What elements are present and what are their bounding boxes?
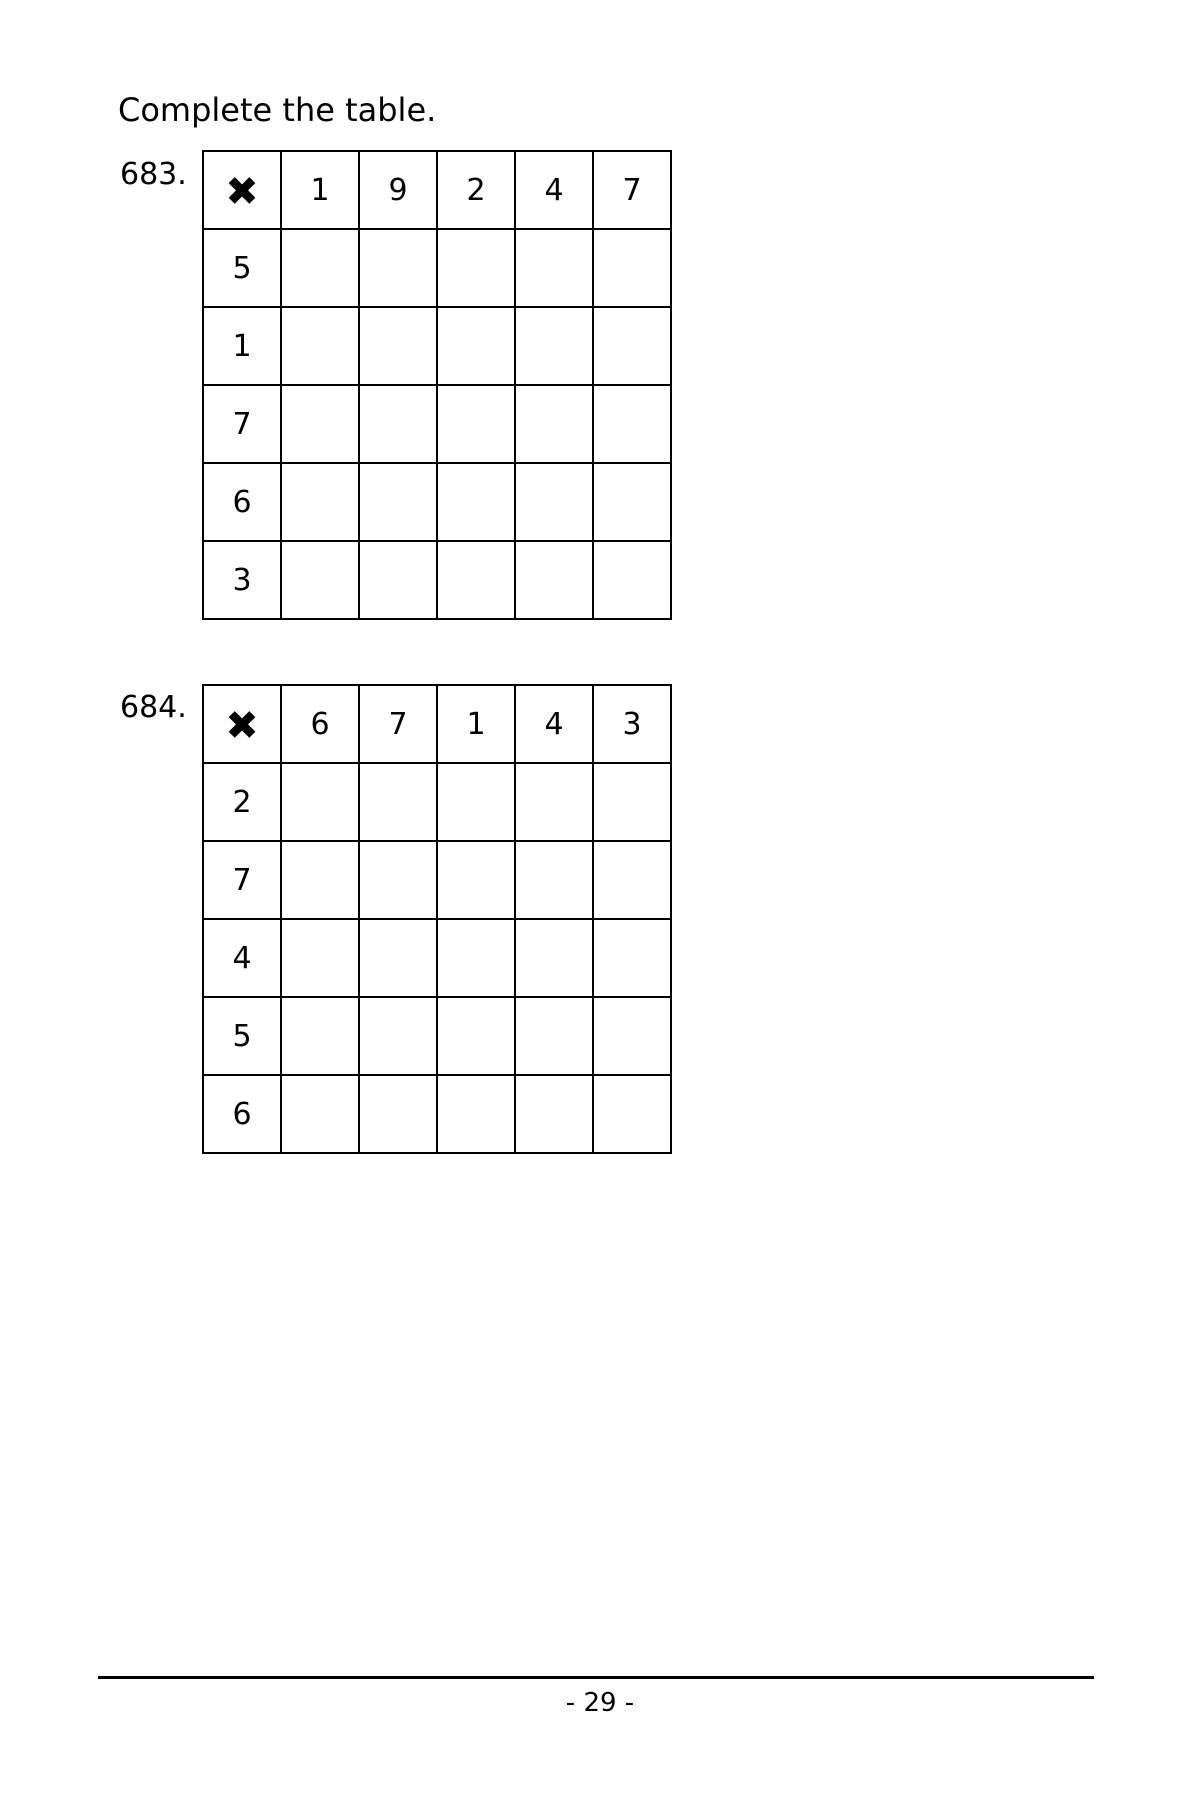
- column-header: 6: [281, 685, 359, 763]
- footer-divider: [98, 1676, 1094, 1679]
- table-row: [203, 385, 671, 463]
- multiply-icon: ✖: [225, 703, 259, 749]
- answer-cell[interactable]: [437, 229, 515, 307]
- answer-cell[interactable]: [593, 1075, 671, 1153]
- table-header-row: [203, 685, 671, 763]
- column-header: 1: [281, 151, 359, 229]
- answer-cell[interactable]: [281, 541, 359, 619]
- answer-cell[interactable]: [281, 919, 359, 997]
- problem-number: 683.: [120, 157, 187, 192]
- answer-cell[interactable]: [437, 307, 515, 385]
- answer-cell[interactable]: [281, 1075, 359, 1153]
- answer-cell[interactable]: [515, 541, 593, 619]
- answer-cell[interactable]: [437, 763, 515, 841]
- column-header: 4: [515, 685, 593, 763]
- answer-cell[interactable]: [593, 919, 671, 997]
- answer-cell[interactable]: [281, 385, 359, 463]
- table-row: [203, 997, 671, 1075]
- answer-cell[interactable]: [437, 463, 515, 541]
- answer-cell[interactable]: [437, 1075, 515, 1153]
- answer-cell[interactable]: [593, 763, 671, 841]
- answer-cell[interactable]: [281, 229, 359, 307]
- column-header: 1: [437, 685, 515, 763]
- table-row: [203, 919, 671, 997]
- multiplication-table: [202, 150, 672, 620]
- answer-cell[interactable]: [593, 229, 671, 307]
- column-header: 4: [515, 151, 593, 229]
- column-header: 2: [437, 151, 515, 229]
- answer-cell[interactable]: [593, 385, 671, 463]
- table-row: [203, 307, 671, 385]
- row-header: 5: [203, 997, 281, 1075]
- answer-cell[interactable]: [515, 307, 593, 385]
- table-row: [203, 229, 671, 307]
- row-header: 6: [203, 1075, 281, 1153]
- row-header: 7: [203, 385, 281, 463]
- table-row: [203, 463, 671, 541]
- row-header: 5: [203, 229, 281, 307]
- answer-cell[interactable]: [359, 919, 437, 997]
- answer-cell[interactable]: [593, 541, 671, 619]
- answer-cell[interactable]: [359, 541, 437, 619]
- answer-cell[interactable]: [359, 307, 437, 385]
- answer-cell[interactable]: [515, 463, 593, 541]
- answer-cell[interactable]: [281, 997, 359, 1075]
- answer-cell[interactable]: [359, 763, 437, 841]
- multiplication-table: [202, 684, 672, 1154]
- answer-cell[interactable]: [515, 841, 593, 919]
- answer-cell[interactable]: [359, 1075, 437, 1153]
- column-header: 7: [593, 151, 671, 229]
- answer-cell[interactable]: [359, 841, 437, 919]
- table-row: [203, 841, 671, 919]
- answer-cell[interactable]: [359, 385, 437, 463]
- answer-cell[interactable]: [593, 463, 671, 541]
- answer-cell[interactable]: [515, 997, 593, 1075]
- answer-cell[interactable]: [437, 919, 515, 997]
- answer-cell[interactable]: [359, 229, 437, 307]
- answer-cell[interactable]: [515, 229, 593, 307]
- answer-cell[interactable]: [437, 841, 515, 919]
- operator-cell: [203, 685, 281, 763]
- column-header: 7: [359, 685, 437, 763]
- multiply-icon: ✖: [225, 169, 259, 215]
- answer-cell[interactable]: [437, 541, 515, 619]
- page-number: - 29 -: [565, 1688, 635, 1718]
- answer-cell[interactable]: [281, 763, 359, 841]
- instruction-text: Complete the table.: [118, 91, 437, 129]
- table-header-row: [203, 151, 671, 229]
- answer-cell[interactable]: [515, 763, 593, 841]
- operator-cell: [203, 151, 281, 229]
- answer-cell[interactable]: [593, 841, 671, 919]
- answer-cell[interactable]: [359, 463, 437, 541]
- table-row: [203, 763, 671, 841]
- answer-cell[interactable]: [281, 841, 359, 919]
- column-header: 9: [359, 151, 437, 229]
- row-header: 3: [203, 541, 281, 619]
- row-header: 2: [203, 763, 281, 841]
- problem-number: 684.: [120, 690, 187, 725]
- answer-cell[interactable]: [437, 385, 515, 463]
- answer-cell[interactable]: [281, 463, 359, 541]
- answer-cell[interactable]: [593, 307, 671, 385]
- answer-cell[interactable]: [515, 919, 593, 997]
- answer-cell[interactable]: [515, 385, 593, 463]
- answer-cell[interactable]: [515, 1075, 593, 1153]
- table-row: [203, 1075, 671, 1153]
- column-header: 3: [593, 685, 671, 763]
- answer-cell[interactable]: [437, 997, 515, 1075]
- answer-cell[interactable]: [359, 997, 437, 1075]
- answer-cell[interactable]: [281, 307, 359, 385]
- row-header: 4: [203, 919, 281, 997]
- answer-cell[interactable]: [593, 997, 671, 1075]
- row-header: 7: [203, 841, 281, 919]
- row-header: 1: [203, 307, 281, 385]
- table-row: [203, 541, 671, 619]
- row-header: 6: [203, 463, 281, 541]
